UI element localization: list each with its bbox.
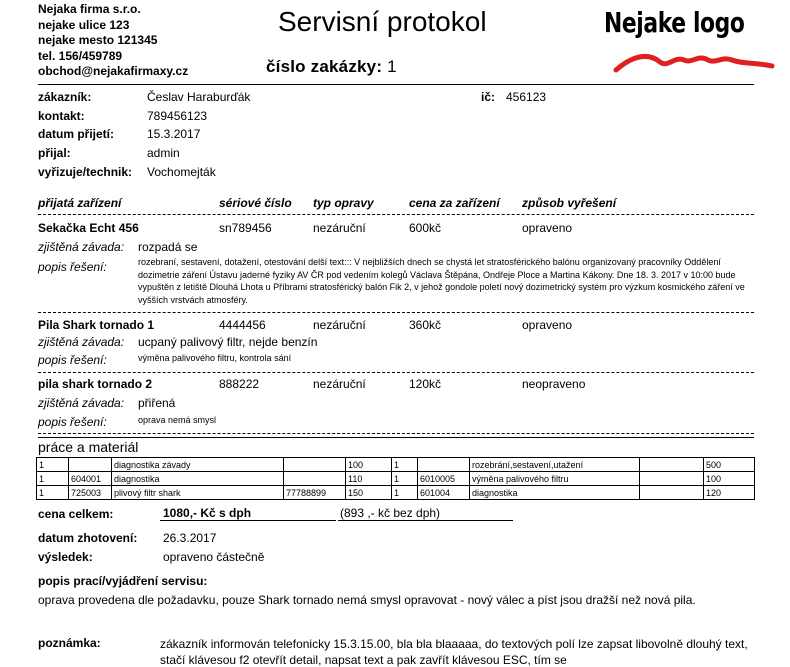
table-row (37, 458, 755, 472)
logo-swash-icon (612, 46, 782, 76)
document-title: Servisní protokol (278, 6, 487, 37)
materials-title: práce a materiál (38, 439, 139, 455)
total-label: cena celkem: (38, 507, 114, 521)
company-email: obchod@nejakafirmaxy.cz (38, 64, 189, 79)
device-repair-type: nezáruční (313, 221, 366, 235)
device-repair-type: nezáruční (313, 377, 366, 391)
table-cell: diagnostika (470, 486, 640, 500)
device-resolution: opraveno (522, 221, 573, 235)
technician-value: Vochomejták (147, 165, 216, 179)
received-date-label: datum přijetí: (38, 127, 115, 141)
device-resolution: opraveno (522, 318, 573, 332)
table-cell: 1 (37, 472, 69, 486)
devices-header-repair-type: typ opravy (313, 196, 374, 210)
received-by-label: přijal: (38, 146, 71, 160)
company-logo (604, 6, 784, 39)
total-net-underline (338, 520, 513, 521)
table-cell: 110 (346, 472, 392, 486)
solution-label: popis řešení: (38, 415, 107, 429)
table-row (37, 486, 755, 500)
work-description-label: popis prací/vyjádření servisu: (38, 574, 208, 588)
table-cell: 6010005 (418, 472, 470, 486)
order-number-label: číslo zakázky: (266, 57, 383, 76)
customer-label: zákazník: (38, 90, 92, 104)
order-number-value: 1 (387, 57, 397, 76)
total-underline (160, 520, 336, 521)
table-cell: 601004 (418, 486, 470, 500)
work-description-text: oprava provedena dle požadavku, pouze Shark tornado nemá smysl opravovat - nový válec a píst jsou dražší než nová pila. (38, 593, 696, 607)
table-cell: 500 (704, 458, 755, 472)
devices-end-divider (38, 433, 754, 434)
company-phone: tel. 156/459789 (38, 48, 123, 63)
result-label: výsledek: (38, 550, 93, 564)
total-value: 1080,- Kč s dph (163, 506, 252, 520)
table-cell: diagnostika závady (112, 458, 284, 472)
table-cell (284, 458, 346, 472)
table-cell (640, 472, 704, 486)
table-cell: plivový filtr shark (112, 486, 284, 500)
fault-label: zjištěná závada: (38, 396, 125, 410)
devices-header-price: cena za zařízení (409, 196, 500, 210)
solution-label: popis řešení: (38, 353, 107, 367)
result-value: opraveno částečně (163, 550, 265, 564)
device-solution: oprava nemá smysl (138, 415, 217, 425)
device-solution: rozebraní, sestavení, dotažení, otestování delší text::: V nejbližších dnech se chystá let stratosférického balónu organizovaný pracovníky Oddělení dozimetrie záření Ústavu jaderné fyziky AV ČR pod vedením kolegů Václava Štěpána, Ondřeje Ploce a Martina Kákony. Dne 18. 3. 2017 v 10:00 bude vypuštěn z letiště Dlouhá Lhota u Příbrami stratosférický balón Fik 2, v jehož gondole poletí nový dozimetrický systém pro výzkum kosmického záření ve vyšších vrstvách atmosféry. (138, 257, 745, 305)
table-row (37, 472, 755, 486)
devices-header-serial: sériové číslo (219, 196, 292, 210)
table-cell: 725003 (69, 486, 112, 500)
received-by-value: admin (147, 146, 180, 160)
fault-label: zjištěná závada: (38, 335, 125, 349)
table-cell: 150 (346, 486, 392, 500)
table-cell (69, 458, 112, 472)
device-divider (38, 372, 754, 373)
device-name: pila shark tornado 2 (38, 377, 153, 391)
table-cell: rozebrání,sestavení,utažení (470, 458, 640, 472)
device-resolution: neopraveno (522, 377, 586, 391)
company-street: nejake ulice 123 (38, 17, 130, 32)
table-cell: 100 (704, 472, 755, 486)
devices-divider (38, 214, 754, 215)
table-cell (418, 458, 470, 472)
table-cell: 604001 (69, 472, 112, 486)
materials-table (36, 457, 755, 500)
ic-label: ič: (481, 90, 496, 104)
contact-value: 789456123 (147, 109, 208, 123)
device-price: 360kč (409, 318, 442, 332)
device-fault: přiřená (138, 396, 176, 410)
table-cell: 1 (392, 458, 418, 472)
device-price: 120kč (409, 377, 442, 391)
company-name: Nejaka firma s.r.o. (38, 2, 141, 16)
device-serial: 4444456 (219, 318, 266, 332)
table-cell: 1 (392, 472, 418, 486)
devices-header-device: přijatá zařízení (38, 196, 122, 210)
solution-label: popis řešení: (38, 260, 107, 274)
total-net-value: (893 ,- kč bez dph) (340, 506, 441, 520)
device-name: Pila Shark tornado 1 (38, 318, 155, 332)
device-solution: výměna palivového filtru, kontrola sání (138, 353, 292, 363)
customer-value: Česlav Haraburďák (147, 90, 251, 104)
device-divider (38, 312, 754, 313)
table-cell: 1 (392, 486, 418, 500)
technician-label: vyřizuje/technik: (38, 165, 133, 179)
table-cell: 120 (704, 486, 755, 500)
table-cell (640, 458, 704, 472)
device-price: 600kč (409, 221, 442, 235)
table-cell: 100 (346, 458, 392, 472)
device-repair-type: nezáruční (313, 318, 366, 332)
table-cell: 77788899 (284, 486, 346, 500)
device-fault: rozpadá se (138, 240, 198, 254)
header-divider (38, 84, 754, 85)
logo-text: Nejake logo (604, 6, 745, 39)
contact-label: kontakt: (38, 109, 85, 123)
note-text: zákazník informován telefonicky 15.3.15.00, bla bla blaaaaa, do textových polí lze zapsat libovolně dlouhý text, stačí klávesou f2 otevřít detail, napsat text a pak zavřít klávesou ESC, tím se (160, 637, 748, 667)
table-cell (640, 486, 704, 500)
table-cell: 1 (37, 458, 69, 472)
note-label: poznámka: (38, 636, 101, 650)
received-date-value: 15.3.2017 (147, 127, 201, 141)
device-serial: 888222 (219, 377, 260, 391)
table-cell: diagnostika (112, 472, 284, 486)
device-name: Sekačka Echt 456 (38, 221, 139, 235)
device-fault: ucpaný palivový filtr, nejde benzín (138, 335, 318, 349)
company-info (38, 2, 188, 80)
completion-date-label: datum zhotovení: (38, 531, 138, 545)
devices-header-resolution: způsob vyřešení (522, 196, 617, 210)
ic-value: 456123 (506, 90, 547, 104)
table-cell: 1 (37, 486, 69, 500)
table-cell (284, 472, 346, 486)
table-cell: výměna palivového filtru (470, 472, 640, 486)
order-number (266, 57, 397, 77)
fault-label: zjištěná závada: (38, 240, 125, 254)
device-serial: sn789456 (219, 221, 272, 235)
company-city: nejake mesto 121345 (38, 33, 158, 48)
completion-date-value: 26.3.2017 (163, 531, 217, 545)
materials-divider (38, 437, 754, 438)
